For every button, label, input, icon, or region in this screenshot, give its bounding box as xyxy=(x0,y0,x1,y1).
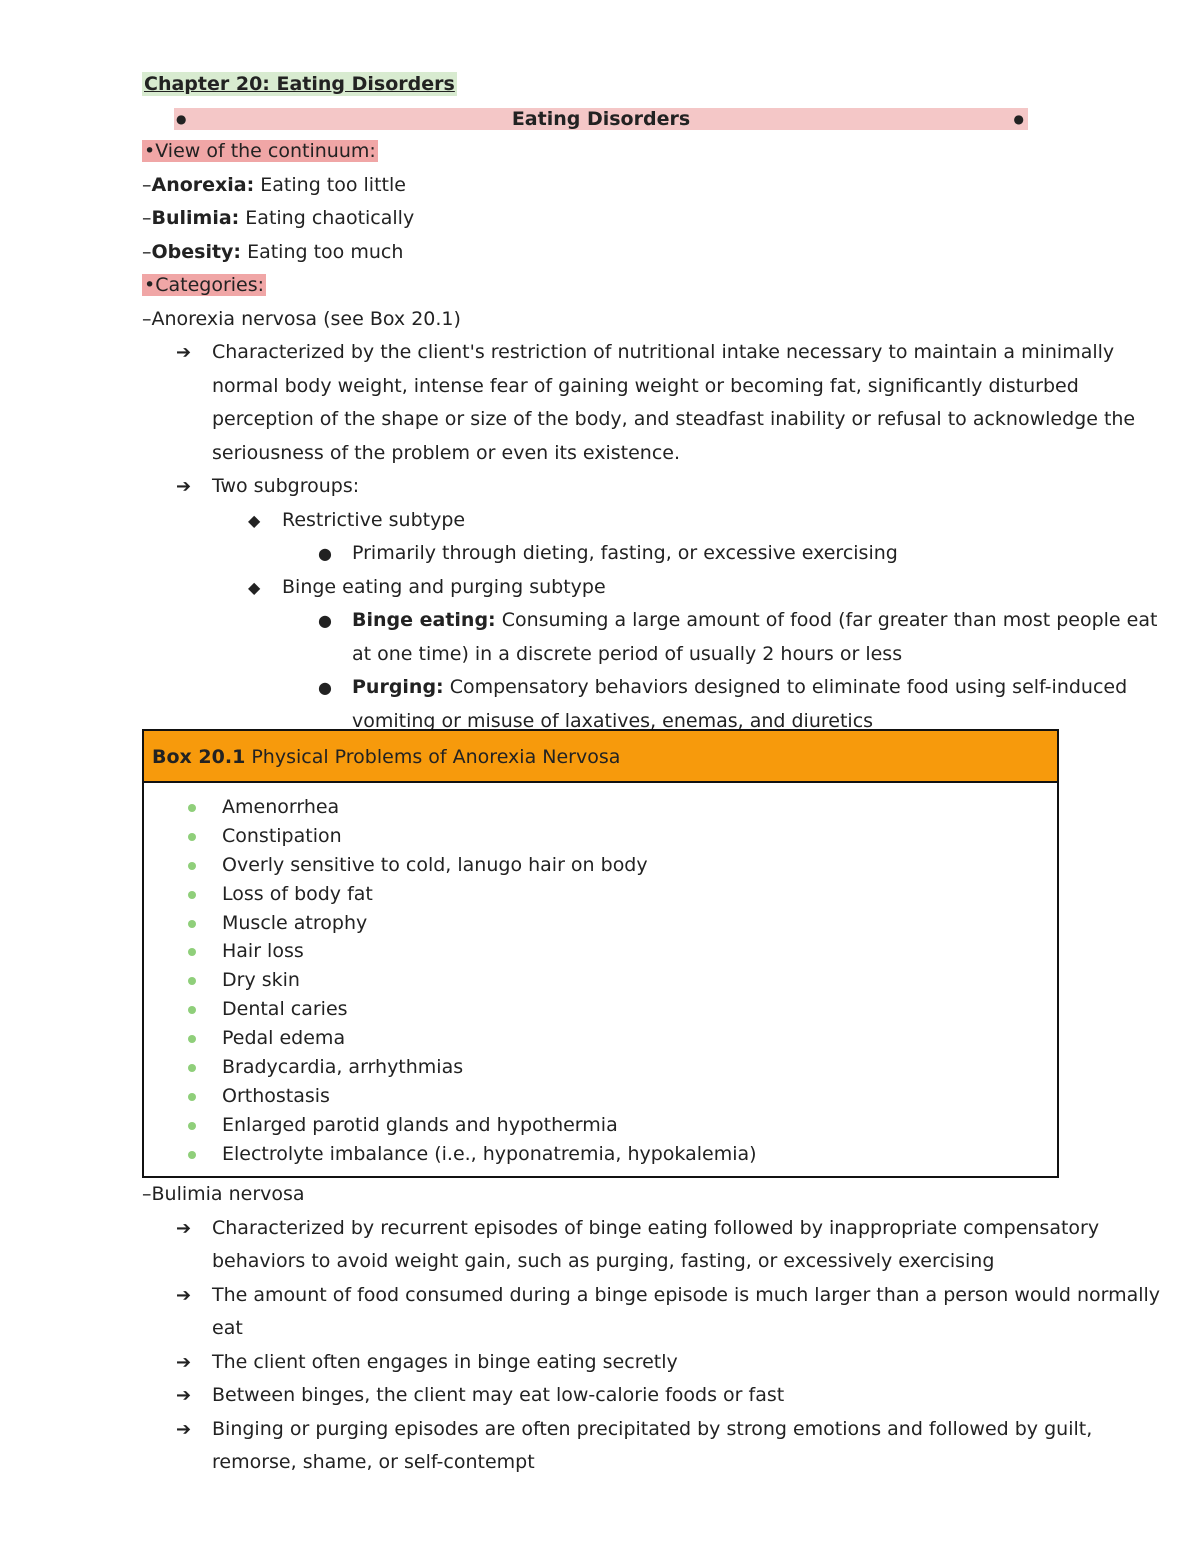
bulimia-point-line: eat xyxy=(212,1317,243,1339)
list-item-text: Hair loss xyxy=(222,940,304,963)
subgroups-line xyxy=(142,470,1062,504)
arrow-icon: ➔ xyxy=(176,1284,192,1306)
list-item xyxy=(144,1024,1057,1053)
anorexia-characterized-text: Characterized by the client's restriction of nutritional intake necessary to maintain a minimally xyxy=(212,341,1115,363)
bullet-icon xyxy=(188,920,196,928)
list-item-text: Electrolyte imbalance (i.e., hyponatremia, hypokalemia) xyxy=(222,1142,757,1165)
dot-icon: ● xyxy=(318,611,332,630)
bulimia-point-line xyxy=(142,1413,1093,1447)
bullet-icon xyxy=(188,833,196,841)
bulimia-point-line xyxy=(142,1212,1100,1246)
list-item xyxy=(144,966,1057,995)
bullet-icon xyxy=(188,1035,196,1043)
binge-eating-term: Binge eating: xyxy=(352,609,496,631)
dot-icon: ● xyxy=(318,678,332,697)
list-item xyxy=(144,1082,1057,1111)
bulimia-point-line xyxy=(142,1346,1062,1380)
purging-line xyxy=(142,671,1128,705)
purging-text: Compensatory behaviors designed to eliminate food using self-induced xyxy=(443,676,1128,698)
list-item xyxy=(144,1111,1057,1140)
restrictive-subtype-line xyxy=(142,504,1062,538)
arrow-icon: ➔ xyxy=(176,1418,192,1440)
anorexia-characterized-line: normal body weight, intense fear of gaining weight or becoming fat, significantly disturbed xyxy=(212,374,1079,397)
continuum-term: Anorexia: xyxy=(151,173,255,196)
list-item-text: Muscle atrophy xyxy=(222,911,368,934)
bulimia-heading: –Bulimia nervosa xyxy=(142,1183,305,1205)
list-item-text: Loss of body fat xyxy=(222,882,373,905)
bullet-icon xyxy=(188,1006,196,1014)
box-list xyxy=(144,783,1057,1169)
band-bullet-icon: ● xyxy=(1013,111,1024,126)
bulimia-point-line xyxy=(142,1379,1062,1413)
list-item-text: Dental caries xyxy=(222,998,348,1021)
section-heading-line xyxy=(142,102,1062,136)
purging-term: Purging: xyxy=(352,676,444,698)
chapter-title-line xyxy=(142,68,1062,102)
bullet-icon xyxy=(188,891,196,899)
list-item-text: Constipation xyxy=(222,824,342,847)
subgroups-label: Two subgroups: xyxy=(212,475,360,497)
list-item xyxy=(144,909,1057,938)
bulimia-point-text: The amount of food consumed during a binge episode is much larger than a person would normally xyxy=(212,1283,1161,1306)
binge-purge-subtype-line xyxy=(142,571,1062,605)
arrow-icon: ➔ xyxy=(176,1351,192,1373)
bullet-icon xyxy=(188,862,196,870)
arrow-icon: ➔ xyxy=(176,476,192,497)
anorexia-characterized-line: seriousness of the problem or even its existence. xyxy=(212,441,681,464)
dot-icon: ● xyxy=(318,544,332,563)
arrow-icon: ➔ xyxy=(176,342,192,363)
list-item xyxy=(144,1053,1057,1082)
continuum-text: Eating too little xyxy=(254,173,406,196)
restrictive-subtype: Restrictive subtype xyxy=(282,508,466,531)
list-item xyxy=(144,880,1057,909)
box-20-1 xyxy=(142,729,1059,1178)
bulimia-point-text: The client often engages in binge eating secretly xyxy=(212,1350,678,1373)
restrictive-detail-line xyxy=(142,537,1062,571)
bullet-icon xyxy=(188,1093,196,1101)
continuum-label-line xyxy=(142,135,1062,169)
list-item xyxy=(144,851,1057,880)
list-item xyxy=(144,793,1057,822)
list-item-text: Amenorrhea xyxy=(222,796,340,818)
bullet-icon xyxy=(188,977,196,985)
list-item-text: Bradycardia, arrhythmias xyxy=(222,1056,464,1079)
list-item xyxy=(144,822,1057,851)
chapter-title: Chapter 20: Eating Disorders xyxy=(144,73,455,95)
bulimia-point-line xyxy=(142,1279,1161,1313)
binge-eating-line xyxy=(142,604,1158,638)
binge-eating-text: Consuming a large amount of food (far greater than most people eat xyxy=(495,609,1158,631)
continuum-label: •View of the continuum: xyxy=(144,140,376,162)
continuum-term: Bulimia: xyxy=(151,207,240,229)
box-label: Box 20.1 xyxy=(152,746,246,768)
section-heading-band xyxy=(174,108,1028,130)
section-heading: Eating Disorders xyxy=(511,107,691,130)
bulimia-section xyxy=(142,1178,1161,1480)
list-item-text: Pedal edema xyxy=(222,1027,346,1050)
continuum-item: –Bulimia: Eating chaotically xyxy=(142,207,415,229)
bullet-icon xyxy=(188,804,196,812)
bulimia-point-text: Binging or purging episodes are often precipitated by strong emotions and followed by guilt, xyxy=(212,1417,1093,1440)
continuum-term: Obesity: xyxy=(151,240,242,263)
diamond-icon: ◆ xyxy=(248,510,261,530)
bullet-icon xyxy=(188,1151,196,1159)
notes-page xyxy=(142,68,1158,738)
box-title: Physical Problems of Anorexia Nervosa xyxy=(245,746,621,768)
list-item xyxy=(144,1140,1057,1169)
arrow-icon: ➔ xyxy=(176,1217,192,1239)
bullet-icon xyxy=(188,1122,196,1130)
list-item xyxy=(144,995,1057,1024)
band-bullet-icon: ● xyxy=(176,111,187,126)
diamond-icon: ◆ xyxy=(248,577,261,597)
bulimia-point-text: Characterized by recurrent episodes of binge eating followed by inappropriate compensatory xyxy=(212,1216,1100,1239)
continuum-item: –Obesity: Eating too much xyxy=(142,240,404,263)
categories-label-line xyxy=(142,269,1062,303)
binge-purge-subtype: Binge eating and purging subtype xyxy=(282,575,606,598)
anorexia-heading: –Anorexia nervosa (see Box 20.1) xyxy=(142,307,461,330)
list-item-text: Overly sensitive to cold, lanugo hair on body xyxy=(222,853,648,876)
purging-line-2: vomiting or misuse of laxatives, enemas, and diuretics xyxy=(352,709,874,732)
list-item xyxy=(144,937,1057,966)
bulimia-point-line: remorse, shame, or self-contempt xyxy=(212,1451,535,1473)
bulimia-point-text: Between binges, the client may eat low-calorie foods or fast xyxy=(212,1384,785,1406)
bulimia-point-line: behaviors to avoid weight gain, such as purging, fasting, or excessively exercising xyxy=(212,1250,995,1272)
continuum-text: Eating chaotically xyxy=(239,207,415,229)
list-item-text: Enlarged parotid glands and hypothermia xyxy=(222,1113,618,1136)
continuum-text: Eating too much xyxy=(241,240,404,263)
bullet-icon xyxy=(188,1064,196,1072)
anorexia-characterized-line: perception of the shape or size of the body, and steadfast inability or refusal to acknowledge the xyxy=(212,408,1136,430)
binge-eating-line-2: at one time) in a discrete period of usually 2 hours or less xyxy=(352,642,903,665)
list-item-text: Dry skin xyxy=(222,969,300,992)
bullet-icon xyxy=(188,948,196,956)
arrow-icon: ➔ xyxy=(176,1385,192,1406)
continuum-item: –Anorexia: Eating too little xyxy=(142,173,406,196)
list-item-text: Orthostasis xyxy=(222,1084,330,1107)
categories-label: •Categories: xyxy=(144,274,265,296)
box-header xyxy=(144,731,1057,783)
anorexia-characterized-line xyxy=(142,336,1115,370)
restrictive-detail: Primarily through dieting, fasting, or excessive exercising xyxy=(352,542,898,564)
